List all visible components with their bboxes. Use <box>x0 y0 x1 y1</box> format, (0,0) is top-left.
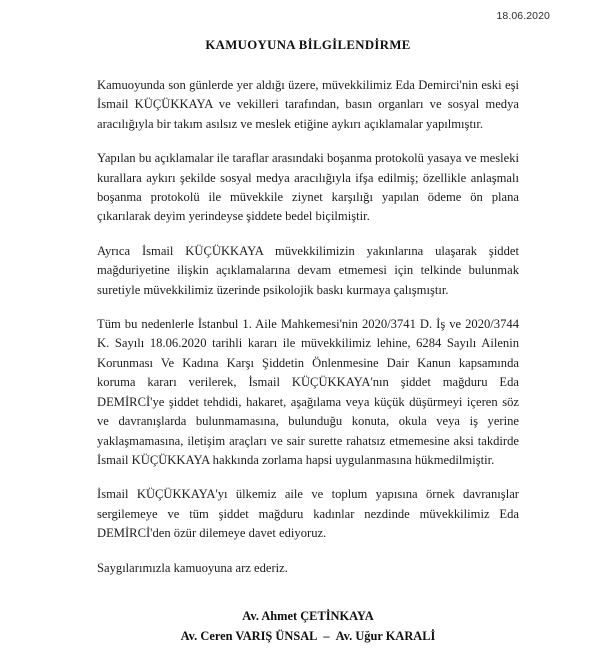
paragraph-5: İsmail KÜÇÜKKAYA'yı ülkemiz aile ve toplum yapısına örnek davranışlar sergilemeye ve tüm şiddet mağduru kadınlar nezdinde müvekkilimiz Eda DEMİRCİ'den özür dilemeye davet ediyoruz. <box>97 487 519 541</box>
paragraph-1: Kamuoyunda son günlerde yer aldığı üzere, müvekkilimiz Eda Demirci'nin eski eşi İsmail KÜÇÜKKAYA ve vekilleri tarafından, basın organları ve sosyal medya aracılığıyla bir takım asılsız ve meslek etiğine aykırı açıklamalar yapılmıştır. <box>97 78 519 131</box>
title-container <box>97 38 519 53</box>
date-header <box>0 6 550 24</box>
document-date: 18.06.2020 <box>496 10 550 22</box>
signatory-left: Av. Ceren VARIŞ ÜNSAL <box>180 629 318 643</box>
signatory-right: Av. Uğur KARALİ <box>335 629 436 643</box>
document-body <box>97 76 519 578</box>
signatory-separator: – <box>323 629 330 643</box>
signatory-row-secondary <box>97 626 519 646</box>
paragraph-3: Ayrıca İsmail KÜÇÜKKAYA müvekkilimizin yakınlarına ulaşarak şiddet mağduriyetine ilişkin açıklamalarına devam etmemesi için telkinde bulunmak suretiyle müvekkilimiz üzerinde psikolojik baskı kurmaya çalışmıştır. <box>97 243 519 297</box>
paragraph-6: Saygılarımızla kamuoyuna arz ederiz. <box>97 560 288 575</box>
page-title: KAMUOYUNA BİLGİLENDİRME <box>205 38 411 52</box>
signatory-primary: Av. Ahmet ÇETİNKAYA <box>242 609 374 623</box>
paragraph-2: Yapılan bu açıklamalar ile taraflar arasındaki boşanma protokolü yasaya ve mesleki kurallara aykırı şekilde sosyal medya aracılığıyla ifşa edilmiş; özellikle anlaşmalı boşanma protokolü ile müvekkile ziynet karşılığı yapılan ödeme ön plana çıkarılarak deyim yerindeyse şiddete bedel biçilmiştir. <box>97 151 519 224</box>
signature-block <box>97 606 519 646</box>
paragraph-4: Tüm bu nedenlerle İstanbul 1. Aile Mahkemesi'nin 2020/3741 D. İş ve 2020/3744 K. Sayılı 18.06.2020 tarihli kararı ile müvekkilimiz lehine, 6284 Sayılı Ailenin Korunması Ve Kadına Karşı Şiddetin Önlenmesine Dair Kanun kapsamında koruma kararı verilerek, İsmail KÜÇÜKKAYA'nın şiddet mağduru Eda DEMİRCİ'ye şiddet tehdidi, hakaret, aşağılama veya küçük düşürmeyi içeren söz ve davranışlarda bulunmamasına, bulunduğu konuta, okula veya iş yerine yaklaşmamasına, iletişim araçları ve sair surette rahatsız etmemesine aksi takdirde İsmail KÜÇÜKKAYA hakkında zorlama hapsi uygulanmasına hükmedilmiştir. <box>97 317 519 467</box>
